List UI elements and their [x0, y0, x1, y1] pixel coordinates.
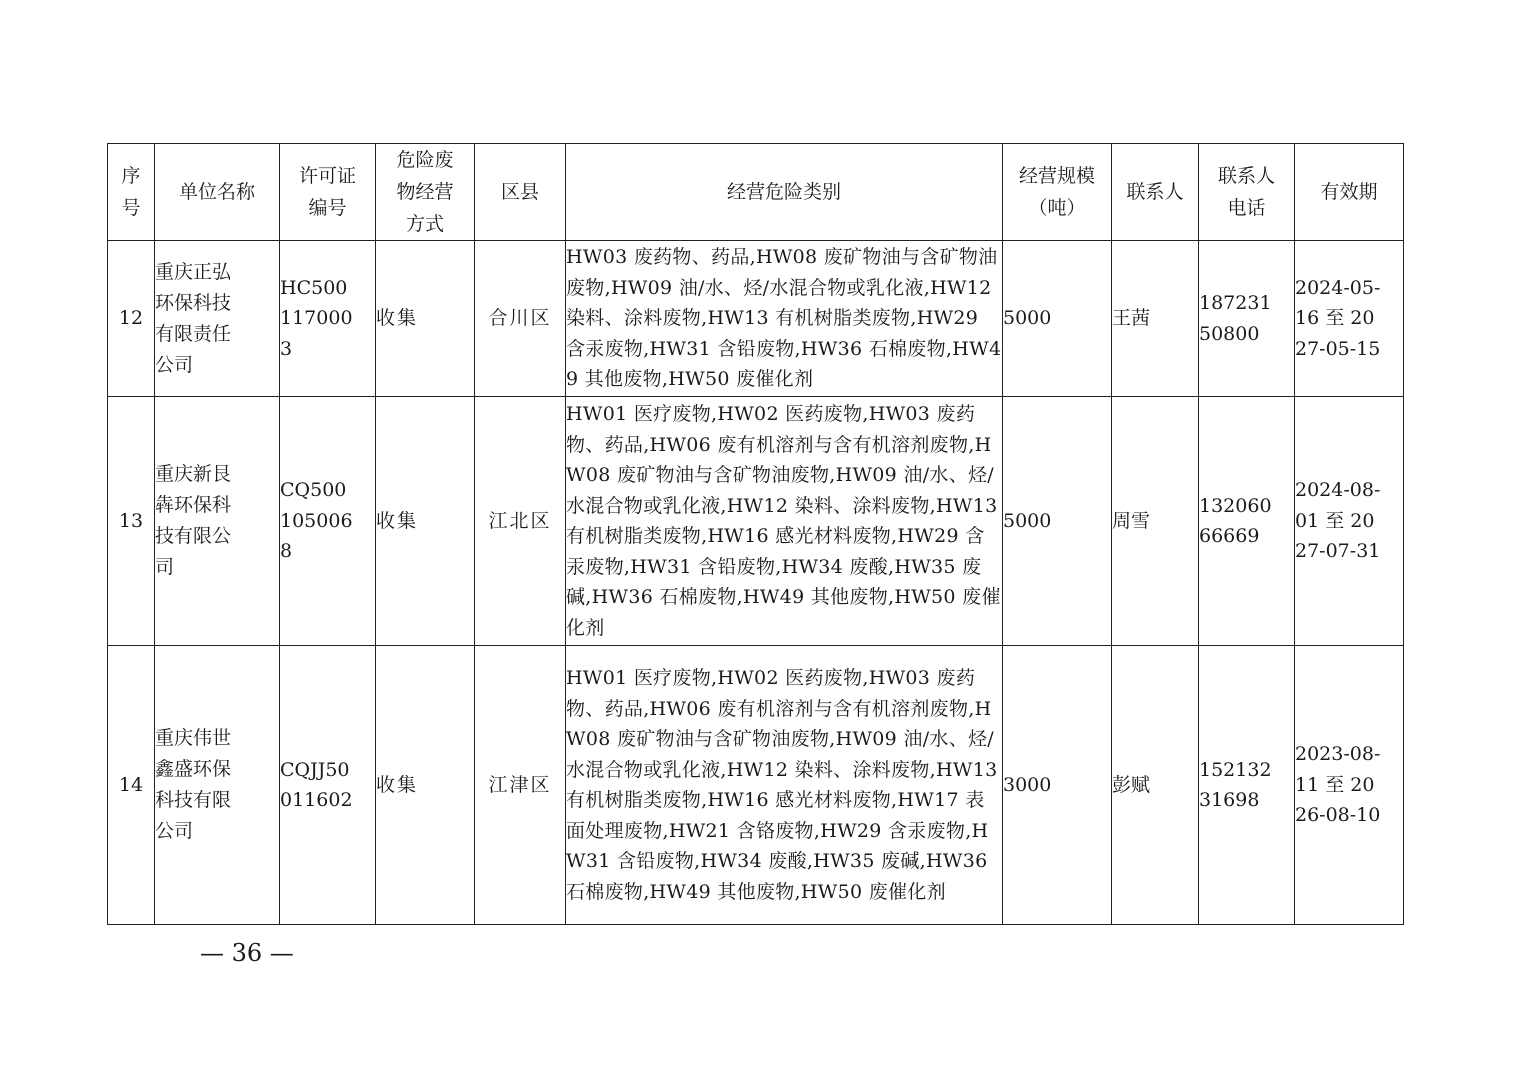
row-operation-mode: 收集	[376, 646, 475, 925]
hazardous-waste-license-table	[107, 143, 1404, 925]
row-contact: 周雪	[1112, 397, 1199, 646]
header-categories: 经营危险类别	[566, 144, 1003, 241]
row-validity: 2024-05-16 至 2027-05-15	[1295, 241, 1404, 397]
header-seq: 序 号	[108, 144, 155, 241]
table-row	[108, 241, 1404, 397]
header-scale: 经营规模 （吨）	[1003, 144, 1112, 241]
header-validity: 有效期	[1295, 144, 1404, 241]
row-scale: 5000	[1003, 241, 1112, 397]
page-number: — 36 —	[200, 939, 294, 967]
row-license-number: CQ5001050068	[280, 397, 376, 646]
row-district: 江北区	[475, 397, 566, 646]
row-validity: 2024-08-01 至 2027-07-31	[1295, 397, 1404, 646]
row-seq: 14	[108, 646, 155, 925]
table-header-row	[108, 144, 1404, 241]
row-phone: 13206066669	[1199, 397, 1295, 646]
row-license-number: CQJJ50011602	[280, 646, 376, 925]
header-district: 区县	[475, 144, 566, 241]
table-row	[108, 646, 1404, 925]
row-company-name: 重庆新艮犇环保科技有限公司	[155, 397, 280, 646]
row-scale: 3000	[1003, 646, 1112, 925]
row-operation-mode: 收集	[376, 241, 475, 397]
row-phone: 15213231698	[1199, 646, 1295, 925]
row-seq: 13	[108, 397, 155, 646]
header-contact: 联系人	[1112, 144, 1199, 241]
row-phone: 18723150800	[1199, 241, 1295, 397]
row-seq: 12	[108, 241, 155, 397]
row-license-number: HC5001170003	[280, 241, 376, 397]
row-contact: 彭赋	[1112, 646, 1199, 925]
row-district: 合川区	[475, 241, 566, 397]
row-waste-categories: HW03 废药物、药品,HW08 废矿物油与含矿物油废物,HW09 油/水、烃/水混合物或乳化液,HW12 染料、涂料废物,HW13 有机树脂类废物,HW29 含汞废物,HW31 含铅废物,HW36 石棉废物,HW49 其他废物,HW50 废催化剂	[566, 241, 1003, 397]
row-validity: 2023-08-11 至 2026-08-10	[1295, 646, 1404, 925]
row-contact: 王茜	[1112, 241, 1199, 397]
row-company-name: 重庆正弘环保科技有限责任公司	[155, 241, 280, 397]
header-mode: 危险废 物经营 方式	[376, 144, 475, 241]
row-operation-mode: 收集	[376, 397, 475, 646]
row-waste-categories: HW01 医疗废物,HW02 医药废物,HW03 废药物、药品,HW06 废有机溶剂与含有机溶剂废物,HW08 废矿物油与含矿物油废物,HW09 油/水、烃/水混合物或乳化液,HW12 染料、涂料废物,HW13 有机树脂类废物,HW16 感光材料废物,HW17 表面处理废物,HW21 含铬废物,HW29 含汞废物,HW31 含铅废物,HW34 废酸,HW35 废碱,HW36 石棉废物,HW49 其他废物,HW50 废催化剂	[566, 646, 1003, 925]
table-row	[108, 397, 1404, 646]
row-scale: 5000	[1003, 397, 1112, 646]
header-phone: 联系人 电话	[1199, 144, 1295, 241]
row-district: 江津区	[475, 646, 566, 925]
header-name: 单位名称	[155, 144, 280, 241]
row-company-name: 重庆伟世鑫盛环保科技有限公司	[155, 646, 280, 925]
header-license: 许可证 编号	[280, 144, 376, 241]
row-waste-categories: HW01 医疗废物,HW02 医药废物,HW03 废药物、药品,HW06 废有机溶剂与含有机溶剂废物,HW08 废矿物油与含矿物油废物,HW09 油/水、烃/水混合物或乳化液,HW12 染料、涂料废物,HW13 有机树脂类废物,HW16 感光材料废物,HW29 含汞废物,HW31 含铅废物,HW34 废酸,HW35 废碱,HW36 石棉废物,HW49 其他废物,HW50 废催化剂	[566, 397, 1003, 646]
